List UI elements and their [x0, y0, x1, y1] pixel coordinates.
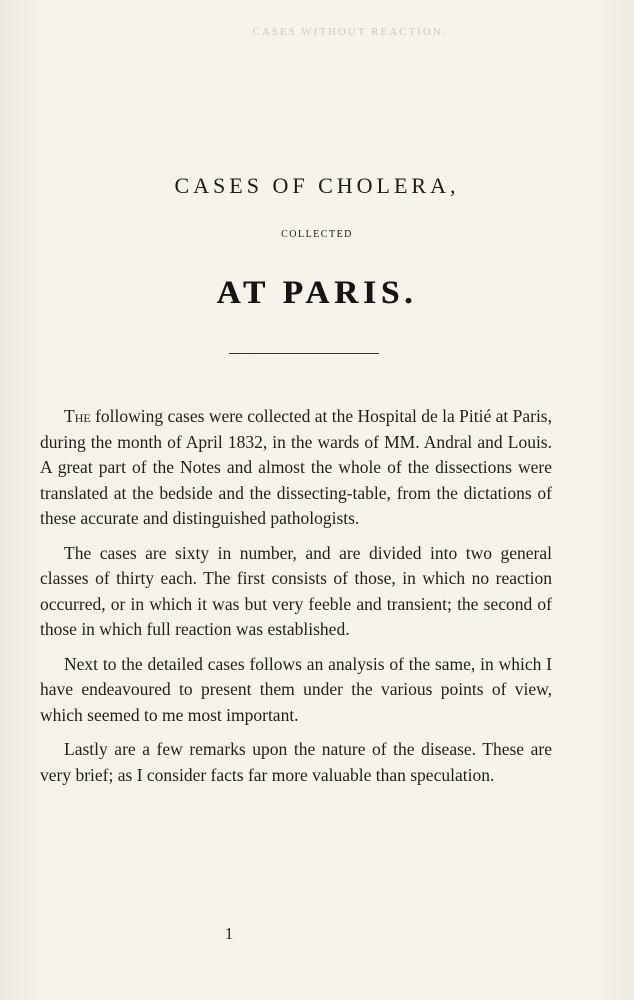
- subtitle-place: AT PARIS.: [216, 275, 418, 311]
- paragraph-4: Lastly are a few remarks upon the nature of the disease. These are very brief; as I consider facts far more valuable than speculation.: [40, 739, 552, 785]
- body-text: [40, 404, 552, 797]
- paragraph-1-text: following cases were collected at the Hospital de la Pitié at Paris, during the month of April 1832, in the wards of MM. Andral and Louis. A great part of the Notes and almost the whole of the dissections were translated at the bedside and the dissecting-table, from the dictations of these accurate and distinguished pathologists.: [40, 406, 552, 528]
- paragraph-2: The cases are sixty in number, and are divided into two general classes of thirty each. The first consists of those, in which no reaction occurred, or in which it was but very feeble and transient; the second of those in which full reaction was established.: [40, 542, 552, 639]
- section-divider: [229, 353, 379, 354]
- page-number: 1: [224, 924, 234, 943]
- running-head: CASES WITHOUT REACTION.: [252, 26, 448, 38]
- paragraph-1: [40, 404, 552, 532]
- paragraph-3: Next to the detailed cases follows an analysis of the same, in which I have endeavoured to present them under the various points of view, which seemed to me most important.: [40, 653, 552, 725]
- paragraph-1-lead: The: [64, 406, 91, 426]
- subtitle-collected: COLLECTED: [281, 229, 353, 240]
- page-title: CASES OF CHOLERA,: [174, 172, 460, 198]
